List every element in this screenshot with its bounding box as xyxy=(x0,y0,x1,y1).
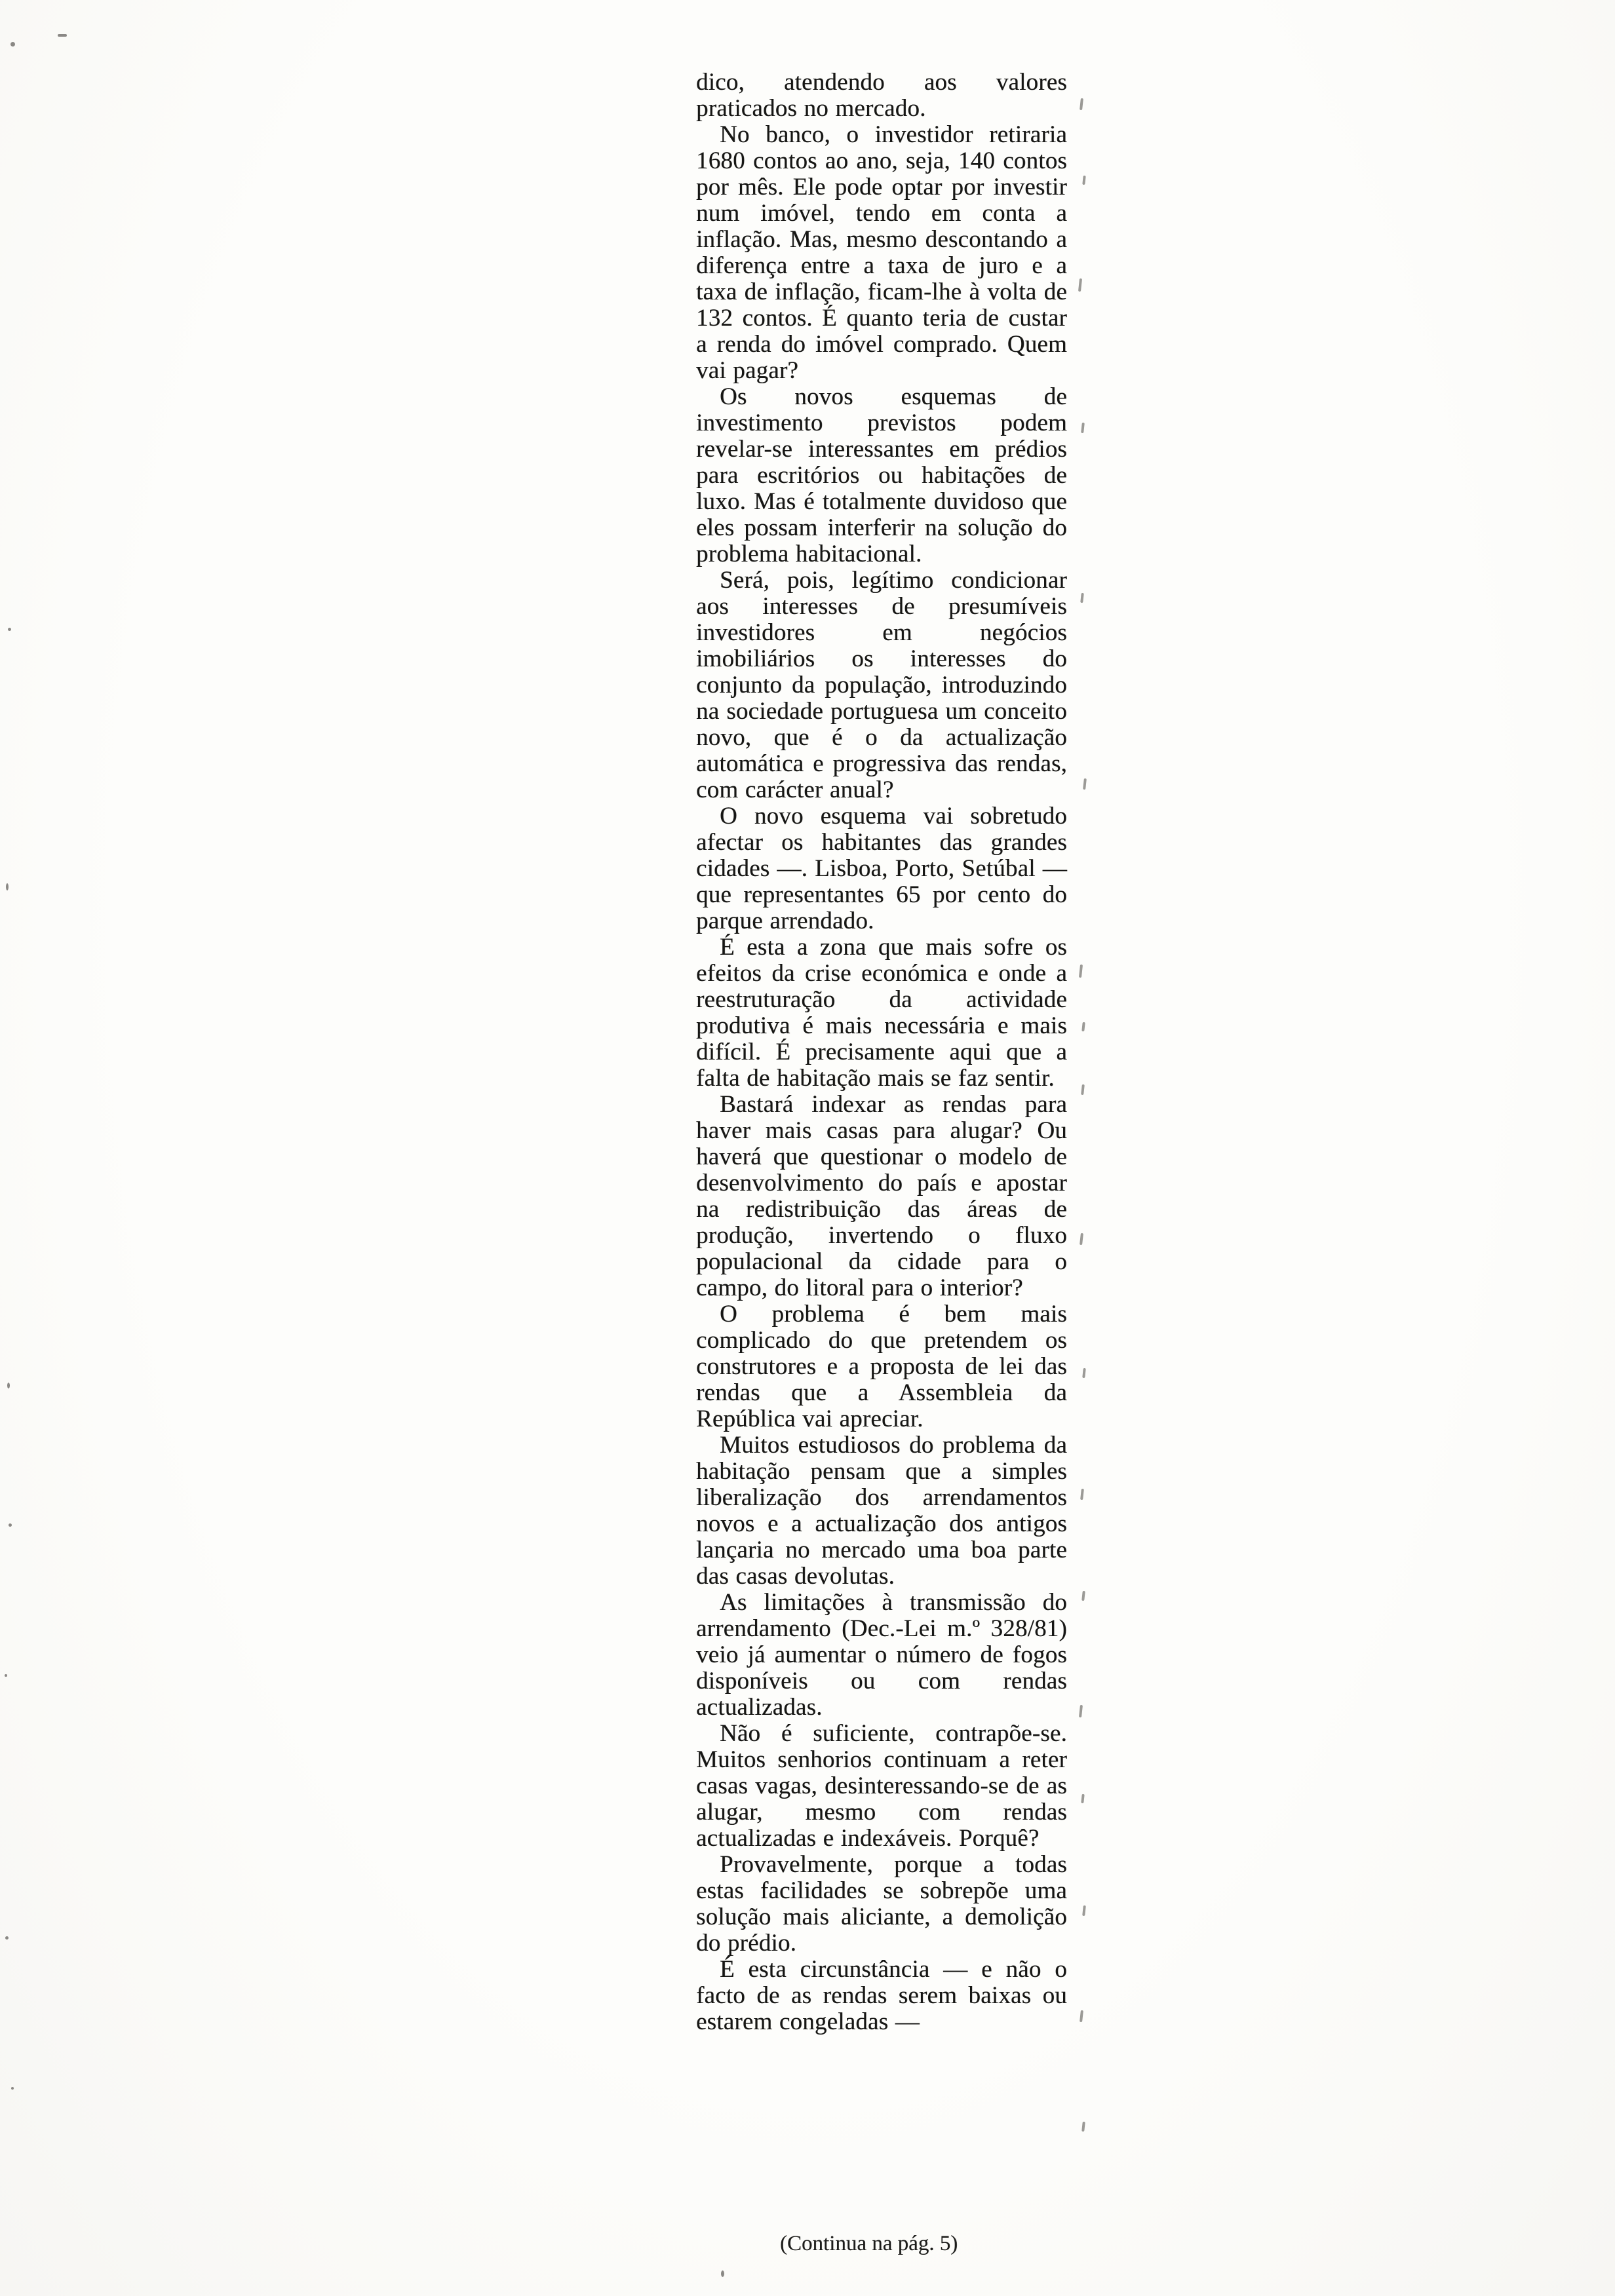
scan-artifact xyxy=(1083,778,1087,790)
scan-artifact xyxy=(1078,278,1082,292)
scan-artifact xyxy=(1081,1591,1085,1601)
scan-artifact xyxy=(1082,176,1085,185)
article-paragraph-7: Bastará indexar as rendas para haver mais casas para alugar? Ou haverá que questionar o modelo de desenvolvimento do país e apostar na redistribuição das áreas de produção, invertendo o fluxo populacional da cidade para o campo, do litoral para o interior? xyxy=(696,1091,1067,1301)
scan-artifact xyxy=(1080,98,1083,110)
scan-artifact xyxy=(1081,1022,1085,1031)
continuation-note: (Continua na pág. 5) xyxy=(780,2232,958,2255)
scan-artifact xyxy=(5,1674,7,1677)
scan-artifact xyxy=(1079,965,1083,978)
article-paragraph-8: O problema é bem mais complicado do que pretendem os construtores e a proposta de lei das rendas que a Assembleia da República vai apreciar. xyxy=(696,1301,1067,1432)
article-paragraph-11: Não é suficiente, contrapõe-se. Muitos senhorios continuam a reter casas vagas, desinteressando-se de as alugar, mesmo com rendas actualizadas e indexáveis. Porquê? xyxy=(696,1720,1067,1852)
scan-artifact xyxy=(10,42,15,47)
article-paragraph-10: As limitações à transmissão do arrendamento (Dec.-Lei m.º 328/81) veio já aumentar o número de fogos disponíveis ou com rendas actualizadas. xyxy=(696,1589,1067,1721)
article-paragraph-6: É esta a zona que mais sofre os efeitos da crise económica e onde a reestruturação da actividade produtiva é mais necessária e mais difícil. É precisamente aqui que a falta de habitação mais se faz sentir. xyxy=(696,934,1067,1092)
article-paragraph-9: Muitos estudiosos do problema da habitação pensam que a simples liberalização dos arrendamentos novos e a actualização dos antigos lançaria no mercado uma boa parte das casas devolutas. xyxy=(696,1432,1067,1590)
scan-artifact xyxy=(1082,1905,1086,1916)
article-paragraph-3: Os novos esquemas de investimento previstos podem revelar-se interessantes em prédios para escritórios ou habitações de luxo. Mas é totalmente duvidoso que eles possam interferir na solução do problema habitacional. xyxy=(696,383,1067,567)
scan-artifact xyxy=(1081,1084,1085,1095)
scan-artifact xyxy=(11,2087,14,2090)
scan-artifact xyxy=(1081,1794,1084,1803)
article-paragraph-12: Provavelmente, porque a todas estas facilidades se sobrepõe uma solução mais aliciante, a demolição do prédio. xyxy=(696,1851,1067,1957)
scan-artifact xyxy=(6,883,9,890)
article-paragraph-4: Será, pois, legítimo condicionar aos interesses de presumíveis investidores em negócios imobiliários os interesses do conjunto da população, introduzindo na sociedade portuguesa um conceito novo, que é o da actualização automática e progressiva das rendas, com carácter anual? xyxy=(696,567,1067,803)
scan-artifact xyxy=(1081,423,1085,433)
article-paragraph-5: O novo esquema vai sobretudo afectar os habitantes das grandes cidades —. Lisboa, Porto, Setúbal — que representantes 65 por cento do parque arrendado. xyxy=(696,803,1067,934)
article-column xyxy=(696,69,1067,2035)
scan-artifact xyxy=(7,1383,10,1388)
scan-artifact xyxy=(5,1936,9,1940)
scan-artifact xyxy=(1082,1368,1086,1378)
scan-artifact xyxy=(1081,2122,1085,2132)
scan-artifact xyxy=(1080,1489,1084,1500)
scan-artifact xyxy=(1080,2010,1083,2022)
scan-artifact xyxy=(1080,593,1084,603)
scan-artifact xyxy=(9,1523,12,1527)
article-paragraph-13: É esta circunstância — e não o facto de as rendas serem baixas ou estarem congeladas — xyxy=(696,1956,1067,2035)
scan-artifact xyxy=(721,2270,724,2277)
article-paragraph-2: No banco, o investidor retiraria 1680 contos ao ano, seja, 140 contos por mês. Ele pode optar por investir num imóvel, tendo em conta a inflação. Mas, mesmo descontando a diferença entre a taxa de juro e a taxa de inflação, ficam-lhe à volta de 132 contos. É quanto teria de custar a renda do imóvel comprado. Quem vai pagar? xyxy=(696,121,1067,384)
scan-artifact xyxy=(1080,1233,1083,1245)
article-paragraph-1: dico, atendendo aos valores praticados no mercado. xyxy=(696,69,1067,122)
scan-artifact xyxy=(8,628,11,631)
scan-artifact xyxy=(1079,1705,1083,1717)
scan-artifact xyxy=(58,34,67,37)
